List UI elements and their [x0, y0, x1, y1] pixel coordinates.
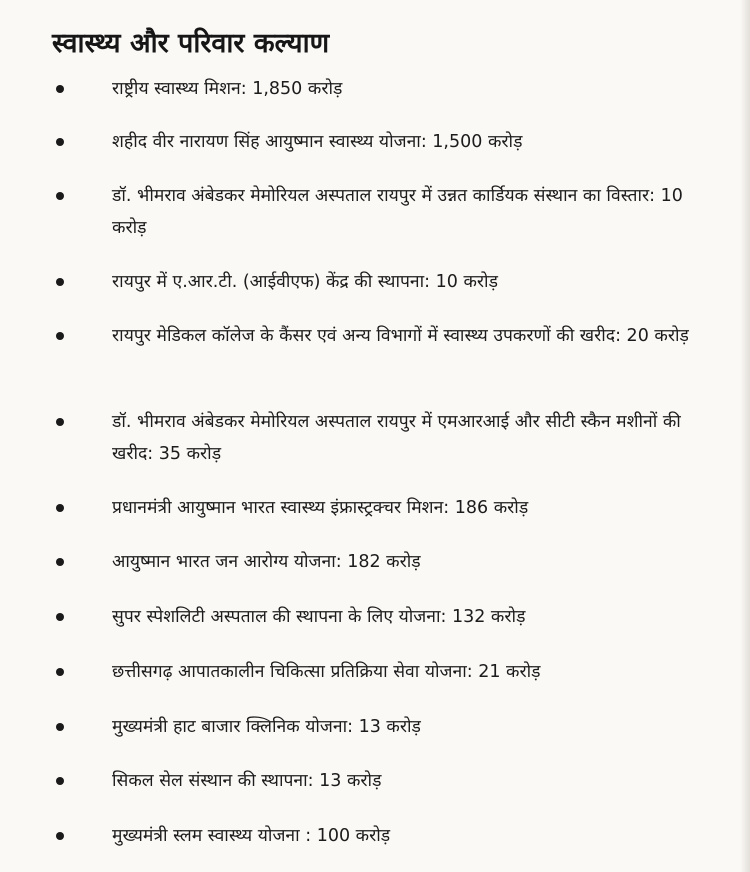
bullet-icon [56, 332, 64, 340]
list-item-text: प्रधानमंत्री आयुष्मान भारत स्वास्थ्य इंफ्रास्ट्रक्चर मिशन: 186 करोड़ [112, 498, 529, 518]
list-item-text: सुपर स्पेशलिटी अस्पताल की स्थापना के लिए योजना: 132 करोड़ [112, 607, 526, 627]
bullet-icon [56, 558, 64, 566]
page-edge-shadow [740, 0, 750, 872]
list-item-text: आयुष्मान भारत जन आरोग्य योजना: 182 करोड़ [112, 552, 421, 572]
bullet-icon [56, 192, 64, 200]
bullet-icon [56, 832, 64, 840]
bullet-icon [56, 668, 64, 676]
list-item-text: रायपुर में ए.आर.टी. (आईवीएफ) केंद्र की स्थापना: 10 करोड़ [112, 272, 498, 292]
list-item-text: डॉ. भीमराव अंबेडकर मेमोरियल अस्पताल रायपुर में उन्नत कार्डियक संस्थान का विस्तार: 10 करोड़ [112, 186, 683, 238]
list-item-text: छत्तीसगढ़ आपातकालीन चिकित्सा प्रतिक्रिया सेवा योजना: 21 करोड़ [112, 662, 541, 682]
list-item-text: सिकल सेल संस्थान की स्थापना: 13 करोड़ [112, 771, 382, 791]
bullet-icon [56, 613, 64, 621]
list-item-text: डॉ. भीमराव अंबेडकर मेमोरियल अस्पताल रायपुर में एमआरआई और सीटी स्कैन मशीनों की खरीद: 35 करोड़ [112, 412, 681, 464]
bullet-icon [56, 777, 64, 785]
list-item-text: मुख्यमंत्री स्लम स्वास्थ्य योजना : 100 करोड़ [112, 826, 391, 846]
bullet-icon [56, 723, 64, 731]
bullet-icon [56, 138, 64, 146]
bullet-icon [56, 504, 64, 512]
list-item-text: राष्ट्रीय स्वास्थ्य मिशन: 1,850 करोड़ [112, 79, 343, 99]
list-item-text: रायपुर मेडिकल कॉलेज के कैंसर एवं अन्य विभागों में स्वास्थ्य उपकरणों की खरीद: 20 करोड़ [112, 326, 689, 346]
list-item-text: मुख्यमंत्री हाट बाजार क्लिनिक योजना: 13 करोड़ [112, 717, 421, 737]
section-title: स्वास्थ्य और परिवार कल्याण [52, 28, 330, 59]
bullet-icon [56, 278, 64, 286]
bullet-icon [56, 418, 64, 426]
bullet-icon [56, 85, 64, 93]
list-item-text: शहीद वीर नारायण सिंह आयुष्मान स्वास्थ्य योजना: 1,500 करोड़ [112, 132, 523, 152]
